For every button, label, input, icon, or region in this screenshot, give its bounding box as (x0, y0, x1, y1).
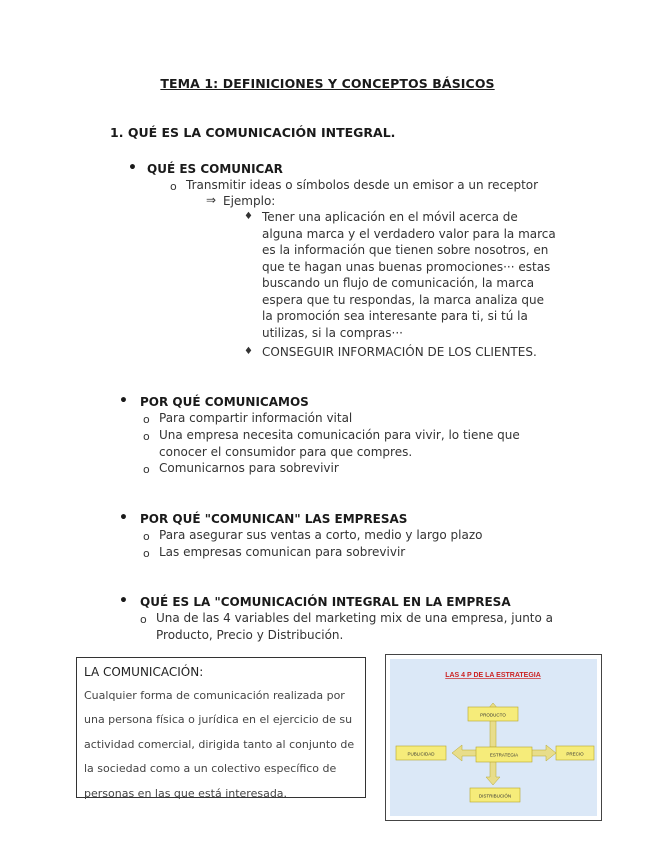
example-line: es la información que tienen sobre nosotros, en (262, 243, 549, 257)
list-item-line: conocer el consumidor para que compres. (159, 444, 413, 459)
list-item (156, 610, 553, 643)
bullet-icon: • (119, 510, 128, 526)
list-item-line: Una empresa necesita comunicación para vivir, lo tiene que (159, 428, 520, 442)
list-item-line: Una de las 4 variables del marketing mix de una empresa, junto a (156, 611, 554, 625)
heading-que-es-comunicar: QUÉ ES COMUNICAR (147, 162, 283, 176)
sub-bullet-icon: o (143, 547, 150, 560)
sub-bullet-icon: o (143, 413, 150, 426)
list-item: Para compartir información vital (159, 411, 353, 425)
example-label: Ejemplo: (223, 194, 276, 208)
list-item: Comunicarnos para sobrevivir (159, 461, 339, 475)
list-item-line: Producto, Precio y Distribución. (156, 627, 344, 642)
label-precio: PRECIO (566, 751, 584, 757)
example-paragraph (262, 209, 556, 341)
heading-integral: QUÉ ES LA "COMUNICACIÓN INTEGRAL EN LA EMPRESA (140, 595, 511, 609)
example-line: alguna marca y el verdadero valor para la marca (262, 226, 556, 241)
diamond-bullet-icon: ♦ (244, 346, 253, 357)
label-estrategia: ESTRATEGIA (489, 752, 519, 758)
label-publicidad: PUBLICIDAD (407, 751, 435, 757)
section-1-text: QUÉ ES LA COMUNICACIÓN INTEGRAL. (127, 125, 396, 140)
definition-title (84, 665, 358, 679)
sub-bullet-icon: o (143, 530, 150, 543)
example-line: Tener una aplicación en el móvil acerca de (262, 210, 518, 224)
bullet-icon: • (119, 393, 128, 409)
example-line: que te hagan unas buenas promociones··· estas (262, 259, 551, 274)
diamond-bullet-icon: ♦ (244, 211, 253, 222)
example-line: espera que tu respondas, la marca analiza que (262, 292, 545, 307)
heading-por-que-comunicamos: POR QUÉ COMUNICAMOS (140, 395, 309, 409)
diagram-title: LAS 4 P DE LA ESTRATEGIA (445, 672, 541, 679)
definition-line: personas en las que está interesada. (84, 786, 288, 800)
list-item (159, 427, 520, 460)
definition-body (84, 684, 358, 806)
example-line: la promoción sea interesante para ti, si tú la (262, 309, 528, 323)
label-producto: PRODUCTO (480, 712, 506, 718)
definition-line: Cualquier forma de comunicación realizada por (84, 689, 345, 702)
strategy-diagram (386, 655, 601, 820)
arrow-right-icon: ⇒ (206, 193, 217, 207)
bullet-icon: • (128, 160, 137, 176)
list-item: Transmitir ideas o símbolos desde un emisor a un receptor (186, 178, 539, 192)
definition-title-text: LA COMUNICACIÓN (84, 665, 200, 679)
list-item: Para asegurar sus ventas a corto, medio y largo plazo (159, 528, 483, 542)
example-line: utilizas, si la compras··· (262, 325, 403, 340)
example-line: buscando un flujo de comunicación, la marca (262, 276, 535, 290)
sub-bullet-icon: o (143, 430, 150, 443)
definition-line: una persona física o jurídica en el ejercicio de su (84, 713, 353, 727)
bullet-icon: • (119, 593, 128, 609)
definition-line: actividad comercial, dirigida tanto al conjunto de (84, 737, 355, 751)
heading-empresas: POR QUÉ "COMUNICAN" LAS EMPRESAS (140, 512, 408, 526)
page-title: TEMA 1: DEFINICIONES Y CONCEPTOS BÁSICOS (160, 76, 495, 91)
section-1-number: 1. (110, 125, 124, 140)
definition-box (76, 657, 366, 798)
sub-bullet-icon: o (143, 463, 150, 476)
sub-bullet-icon: o (140, 613, 147, 626)
list-item: Las empresas comunican para sobrevivir (159, 545, 406, 559)
label-distribucion: DISTRIBUCIÓN (478, 793, 512, 799)
sub-bullet-icon: o (170, 180, 177, 193)
definition-title-colon: : (199, 665, 204, 679)
definition-line: la sociedad como a un colectivo específico de (84, 762, 337, 776)
section-1-heading (110, 125, 395, 140)
strategy-figure (385, 654, 602, 821)
example-item: CONSEGUIR INFORMACIÓN DE LOS CLIENTES. (262, 345, 537, 359)
